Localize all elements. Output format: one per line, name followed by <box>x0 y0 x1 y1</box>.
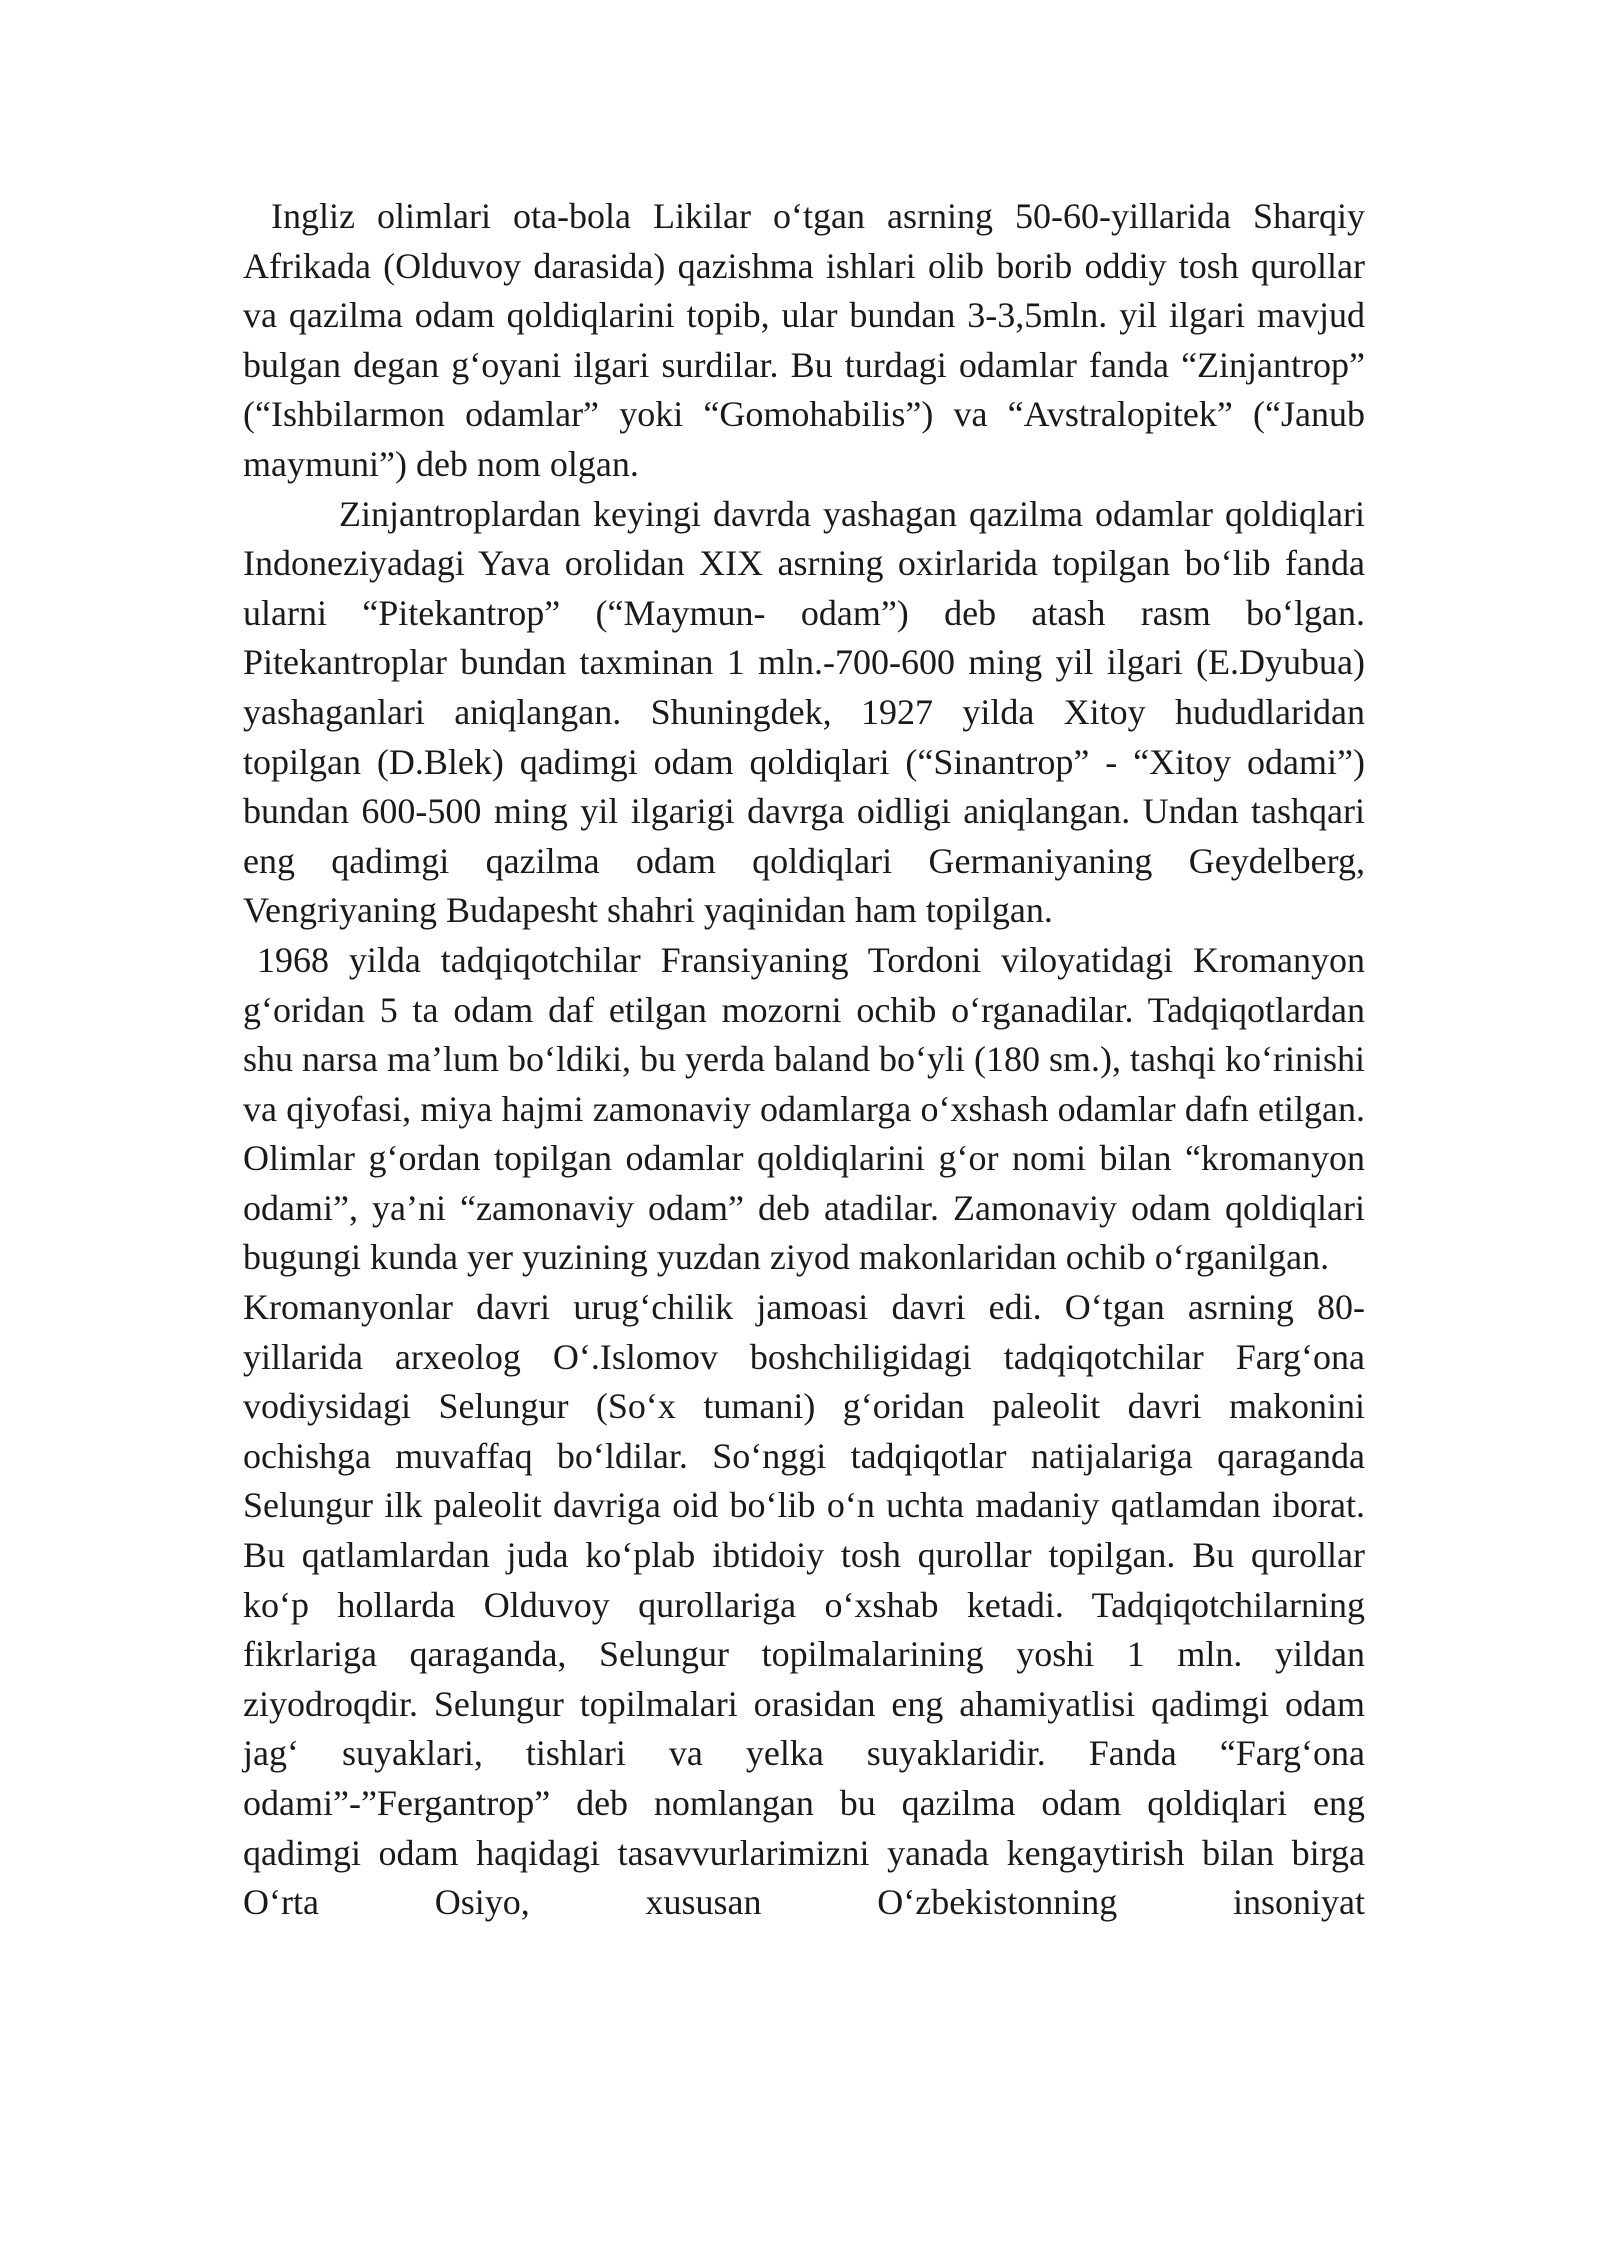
paragraph-kromanyon: 1968 yilda tadqiqotchilar Fransiyaning Tordoni viloyatidagi Kromanyon g‘oridan 5 ta odam daf etilgan mozorni ochib o‘rganadilar. Tadqiqotlardan shu narsa ma’lum bo‘ldiki, bu yerda baland bo‘yli (180 sm.), tashqi ko‘rinishi va qiyofasi, miya hajmi zamonaviy odamlarga o‘xshash odamlar dafn etilgan. Olimlar g‘ordan topilgan odamlar qoldiqlarini g‘or nomi bilan “kromanyon odami”, ya’ni “zamonaviy odam” deb atadilar. Zamonaviy odam qoldiqlari bugungi kunda yer yuzining yuzdan ziyod makonlaridan ochib o‘rganilgan. <box>243 939 1365 1278</box>
document-body <box>243 192 1365 1928</box>
paragraph-olduvoy: Ingliz olimlari ota-bola Likilar o‘tgan asrning 50-60-yillarida Sharqiy Afrikada (Olduvoy darasida) qazishma ishlari olib borib oddiy tosh qurollar va qazilma odam qoldiqlarini topib, ular bundan 3-3,5mln. yil ilgari mavjud bulgan degan g‘oyani ilgari surdilar. Bu turdagi odamlar fanda “Zinjantrop” (“Ishbilarmon odamlar” yoki “Gomohabilis”) va “Avstralopitek” (“Janub maymuni”) deb nom olgan. <box>243 196 1365 484</box>
paragraph-selungur: Kromanyonlar davri urug‘chilik jamoasi davri edi. O‘tgan asrning 80-yillarida arxeolog O‘.Islomov boshchiligidagi tadqiqotchilar Farg‘ona vodiysidagi Selungur (So‘x tumani) g‘oridan paleolit davri makonini ochishga muvaffaq bo‘ldilar. So‘nggi tadqiqotlar natijalariga qaraganda Selungur ilk paleolit davriga oid bo‘lib o‘n uchta madaniy qatlamdan iborat. Bu qatlamlardan juda ko‘plab ibtidoiy tosh qurollar topilgan. Bu qurollar ko‘p hollarda Olduvoy qurollariga o‘xshab ketadi. Tadqiqotchilarning fikrlariga qaraganda, Selungur topilmalarining yoshi 1 mln. yildan ziyodroqdir. Selungur topilmalari orasidan eng ahamiyatlisi qadimgi odam jag‘ suyaklari, tishlari va yelka suyaklaridir. Fanda “Farg‘ona odami”-”Fergantrop” deb nomlangan bu qazilma odam qoldiqlari eng qadimgi odam haqidagi tasavvurlarimizni yanada kengaytirish bilan birga O‘rta Osiyo, xususan O‘zbekistonning insoniyat <box>243 1287 1365 1923</box>
paragraph-pitekantrop: Zinjantroplardan keyingi davrda yashagan qazilma odamlar qoldiqlari Indoneziyadagi Yava orolidan XIX asrning oxirlarida topilgan bo‘lib fanda ularni “Pitekantrop” (“Maymun- odam”) deb atash rasm bo‘lgan. Pitekantroplar bundan taxminan 1 mln.-700-600 ming yil ilgari (E.Dyubua) yashaganlari aniqlangan. Shuningdek, 1927 yilda Xitoy hududlaridan topilgan (D.Blek) qadimgi odam qoldiqlari (“Sinantrop” - “Xitoy odami”) bundan 600-500 ming yil ilgarigi davrga oidligi aniqlangan. Undan tashqari eng qadimgi qazilma odam qoldiqlari Germaniyaning Geydelberg, Vengriyaning Budapesht shahri yaqinidan ham topilgan. <box>243 493 1365 931</box>
